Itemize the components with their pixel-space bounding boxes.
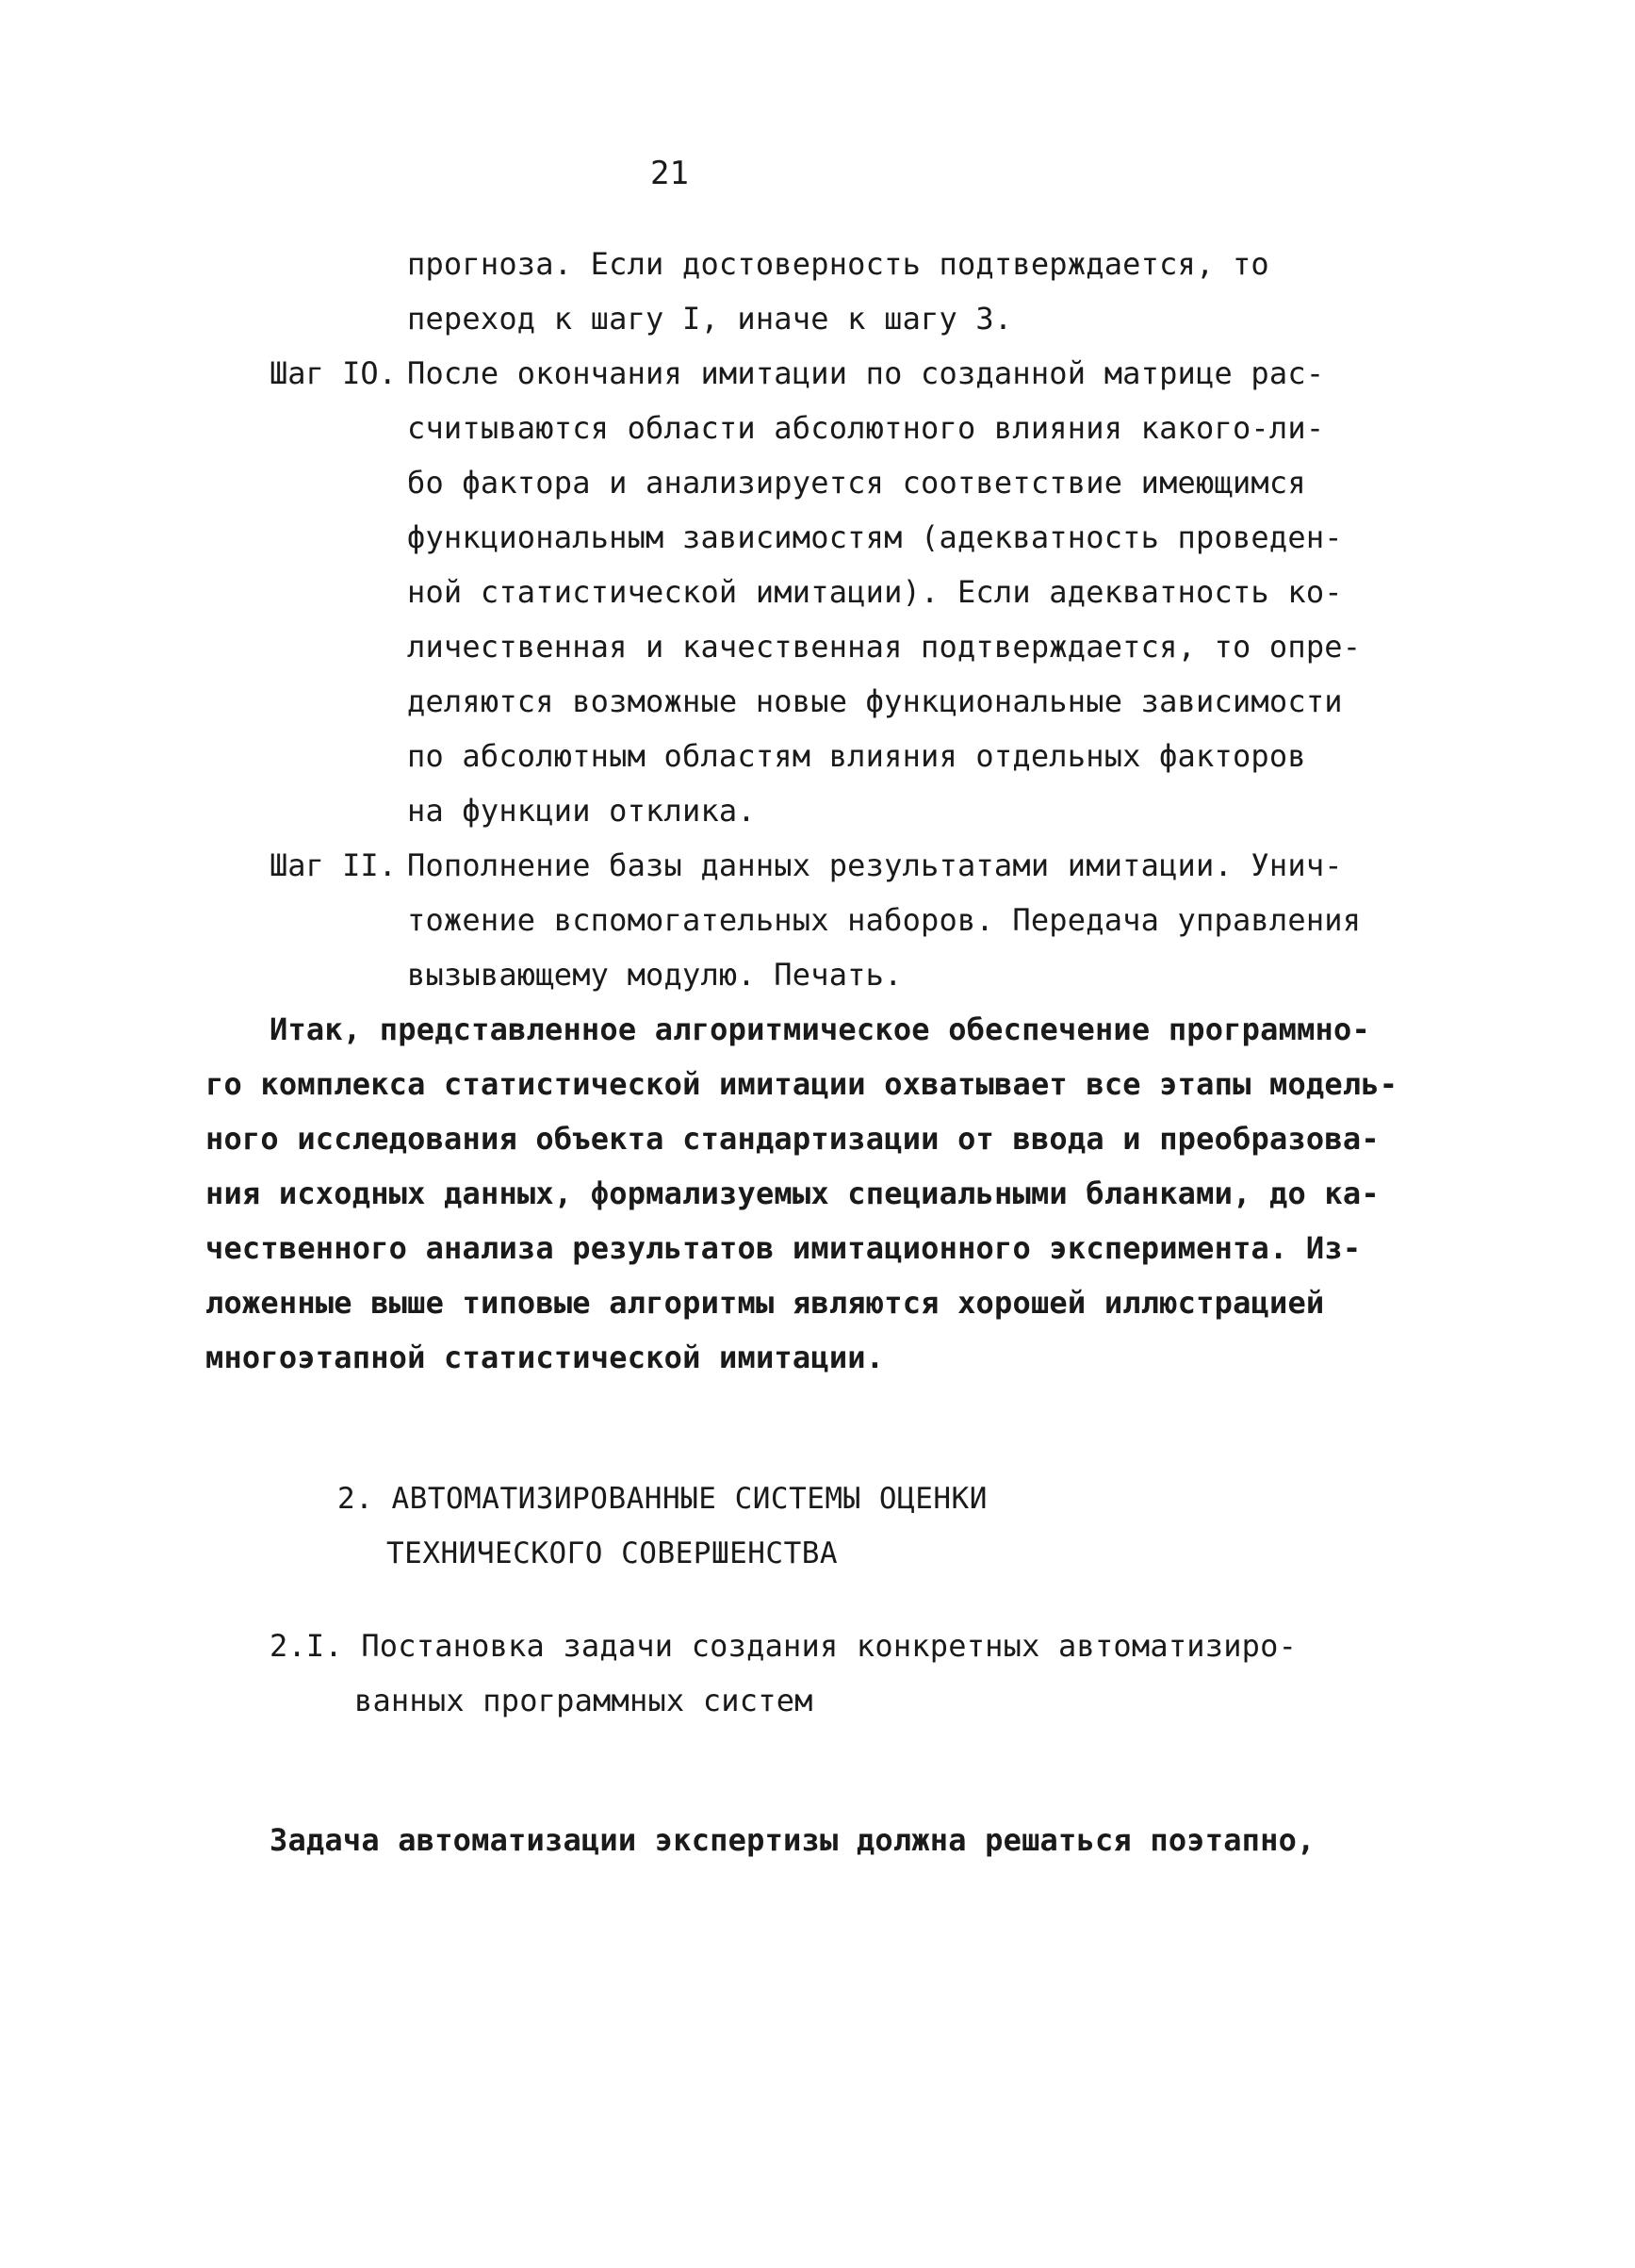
summary-line-7: многоэтапной статистической имитации. [205,1339,885,1375]
summary-line-4: ния исходных данных, формализуемых специальными бланками, до ка- [205,1175,1380,1211]
step10-line-1: После окончания имитации по созданной матрице рас- [407,355,1325,391]
step10-line-5: ной статистической имитации). Если адекватность ко- [407,574,1343,610]
step10-line-7: деляются возможные новые функциональные зависимости [407,683,1343,719]
summary-line-3: ного исследования объекта стандартизации от ввода и преобразова- [205,1121,1380,1157]
step10-line-6: личественная и качественная подтверждается, то опре- [407,629,1362,665]
summary-line-5: чественного анализа результатов имитационного эксперимента. Из- [205,1230,1362,1266]
summary-line-6: ложенные выше типовые алгоритмы являются хорошей иллюстрацией [205,1285,1325,1321]
page-number: 21 [650,155,689,192]
subsection-heading-line-2: ванных программных систем [354,1683,813,1718]
section-heading-line-1: 2. АВТОМАТИЗИРОВАННЫЕ СИСТЕМЫ ОЦЕНКИ [337,1482,988,1516]
summary-line-1: Итак, представленное алгоритмическое обеспечение программно- [270,1011,1370,1047]
step10-line-2: считываются области абсолютного влияния какого-ли- [407,410,1325,446]
summary-line-2: го комплекса статистической имитации охватывает все этапы модель- [205,1066,1398,1102]
step11-line-3: вызывающему модулю. Печать. [407,957,903,993]
step11-line-1: Пополнение базы данных результатами имитации. Унич- [407,847,1343,883]
step10-line-9: на функции отклика. [407,793,756,829]
step11-label: Шаг II. [270,847,397,883]
section-heading-line-2: ТЕХНИЧЕСКОГО СОВЕРШЕНСТВА [386,1537,839,1570]
step11-line-2: тожение вспомогательных наборов. Передача управления [407,902,1362,938]
step10-label: Шаг IO. [270,355,397,391]
step10-line-4: функциональным зависимостям (адекватность проведен- [407,519,1343,555]
step9-line-2: переход к шагу I, иначе к шагу 3. [407,301,1013,337]
step10-line-3: бо фактора и анализируется соответствие имеющимся [407,465,1306,501]
subsection-heading-line-1: 2.I. Постановка задачи создания конкретных автоматизиро- [270,1628,1298,1664]
body-start-line: Задача автоматизации экспертизы должна решаться поэтапно, [270,1822,1316,1858]
step9-line-1: прогноза. Если достоверность подтверждается, то [407,246,1269,282]
step10-line-8: по абсолютным областям влияния отдельных факторов [407,738,1306,774]
